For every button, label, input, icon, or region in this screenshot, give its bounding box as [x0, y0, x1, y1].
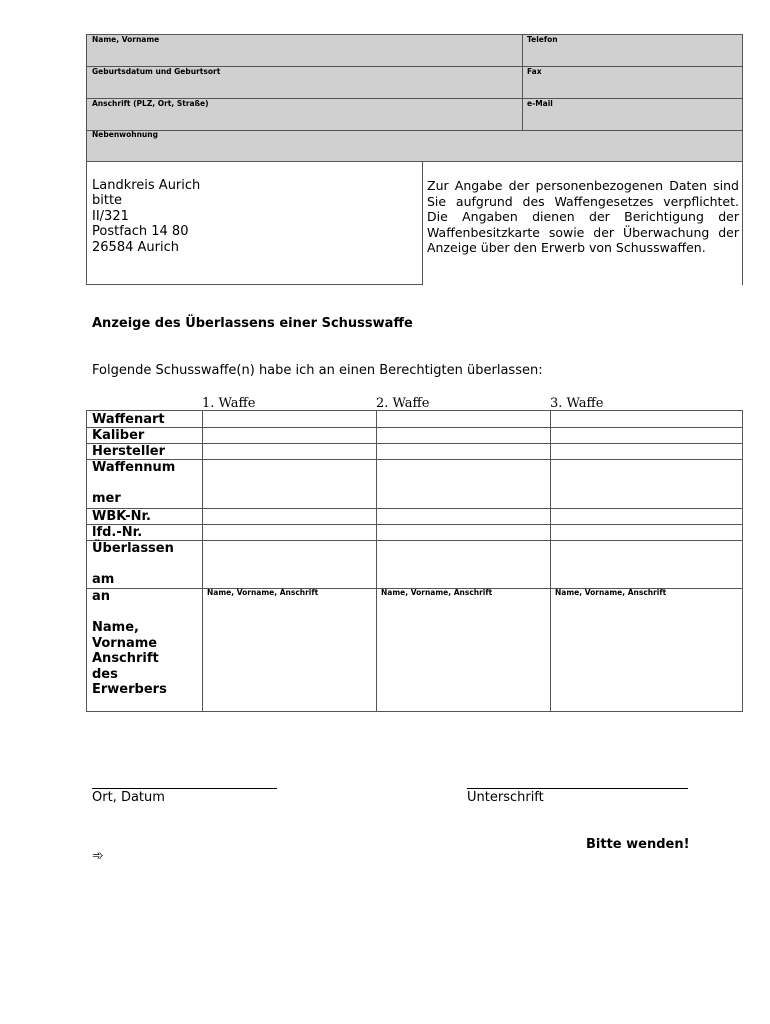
column-header-1: 1. Waffe: [202, 396, 256, 411]
nebenwohnung-label: Nebenwohnung: [92, 130, 158, 139]
column-header-2: 2. Waffe: [376, 396, 430, 411]
fax-label: Fax: [527, 67, 542, 76]
birth-label: Geburtsdatum und Geburtsort: [92, 67, 221, 76]
row-divider: [87, 524, 742, 525]
address-line: Postfach 14 80: [92, 224, 189, 239]
recipient-address: [86, 162, 422, 285]
row-label-name: Name,: [92, 620, 139, 635]
row-divider: [87, 443, 742, 444]
cell-hint-3: Name, Vorname, Anschrift: [555, 588, 667, 597]
column-divider: [376, 411, 377, 711]
address-line: bitte: [92, 193, 123, 208]
row-label-lfd: lfd.-Nr.: [92, 525, 143, 540]
address-label: Anschrift (PLZ, Ort, Straße): [92, 99, 209, 108]
row-label-hersteller: Hersteller: [92, 444, 166, 459]
intro-text: Folgende Schusswaffe(n) habe ich an einen Berechtigten überlassen:: [92, 363, 543, 378]
place-date-line: [92, 788, 277, 789]
column-header-3: 3. Waffe: [550, 396, 604, 411]
address-line: Landkreis Aurich: [92, 178, 201, 193]
address-line: 26584 Aurich: [92, 240, 179, 255]
row-label-waffennummer-cont: mer: [92, 491, 121, 506]
column-divider: [202, 411, 203, 711]
place-date-label: Ort, Datum: [92, 790, 165, 805]
header-divider: [522, 35, 523, 131]
row-label-kaliber: Kaliber: [92, 428, 145, 443]
cell-hint-2: Name, Vorname, Anschrift: [381, 588, 493, 597]
row-divider: [87, 508, 742, 509]
header-row-name: [87, 35, 742, 67]
row-divider: [87, 540, 742, 541]
row-label-ueberlassen: Überlassen: [92, 541, 174, 556]
name-label: Name, Vorname: [92, 35, 160, 44]
personal-data-header: [86, 34, 743, 162]
telefon-label: Telefon: [527, 35, 558, 44]
arrow-right-icon: ➾: [92, 848, 104, 864]
signature-label: Unterschrift: [467, 790, 544, 805]
row-label-vorname: Vorname: [92, 636, 158, 651]
email-label: e-Mail: [527, 99, 553, 108]
document-title: Anzeige des Überlassens einer Schusswaffe: [92, 316, 413, 331]
privacy-info-box: [422, 162, 743, 285]
row-label-waffennummer: Waffennum: [92, 460, 176, 475]
column-divider: [550, 411, 551, 711]
row-label-waffenart: Waffenart: [92, 412, 165, 427]
row-label-des: des: [92, 667, 118, 682]
row-divider: [87, 459, 742, 460]
row-label-an: an: [92, 589, 111, 604]
weapons-table: [86, 410, 743, 712]
row-label-anschrift: Anschrift: [92, 651, 159, 666]
row-divider: [87, 427, 742, 428]
row-label-ueberlassen-cont: am: [92, 572, 115, 587]
row-label-erwerbers: Erwerbers: [92, 682, 167, 697]
signature-line: [467, 788, 688, 789]
address-line: II/321: [92, 209, 129, 224]
privacy-info-text: Zur Angabe der personenbezogenen Daten sind Sie aufgrund des Waffengesetzes verpflichtet. Die Angaben dienen der Berichtigung der Waffenbesitzkarte sowie der Überwachung der Anzeige über den Erwerb von Schusswaffen.: [427, 178, 739, 255]
please-turn-over: Bitte wenden!: [586, 837, 690, 852]
cell-hint-1: Name, Vorname, Anschrift: [207, 588, 319, 597]
row-label-wbk: WBK-Nr.: [92, 509, 151, 524]
